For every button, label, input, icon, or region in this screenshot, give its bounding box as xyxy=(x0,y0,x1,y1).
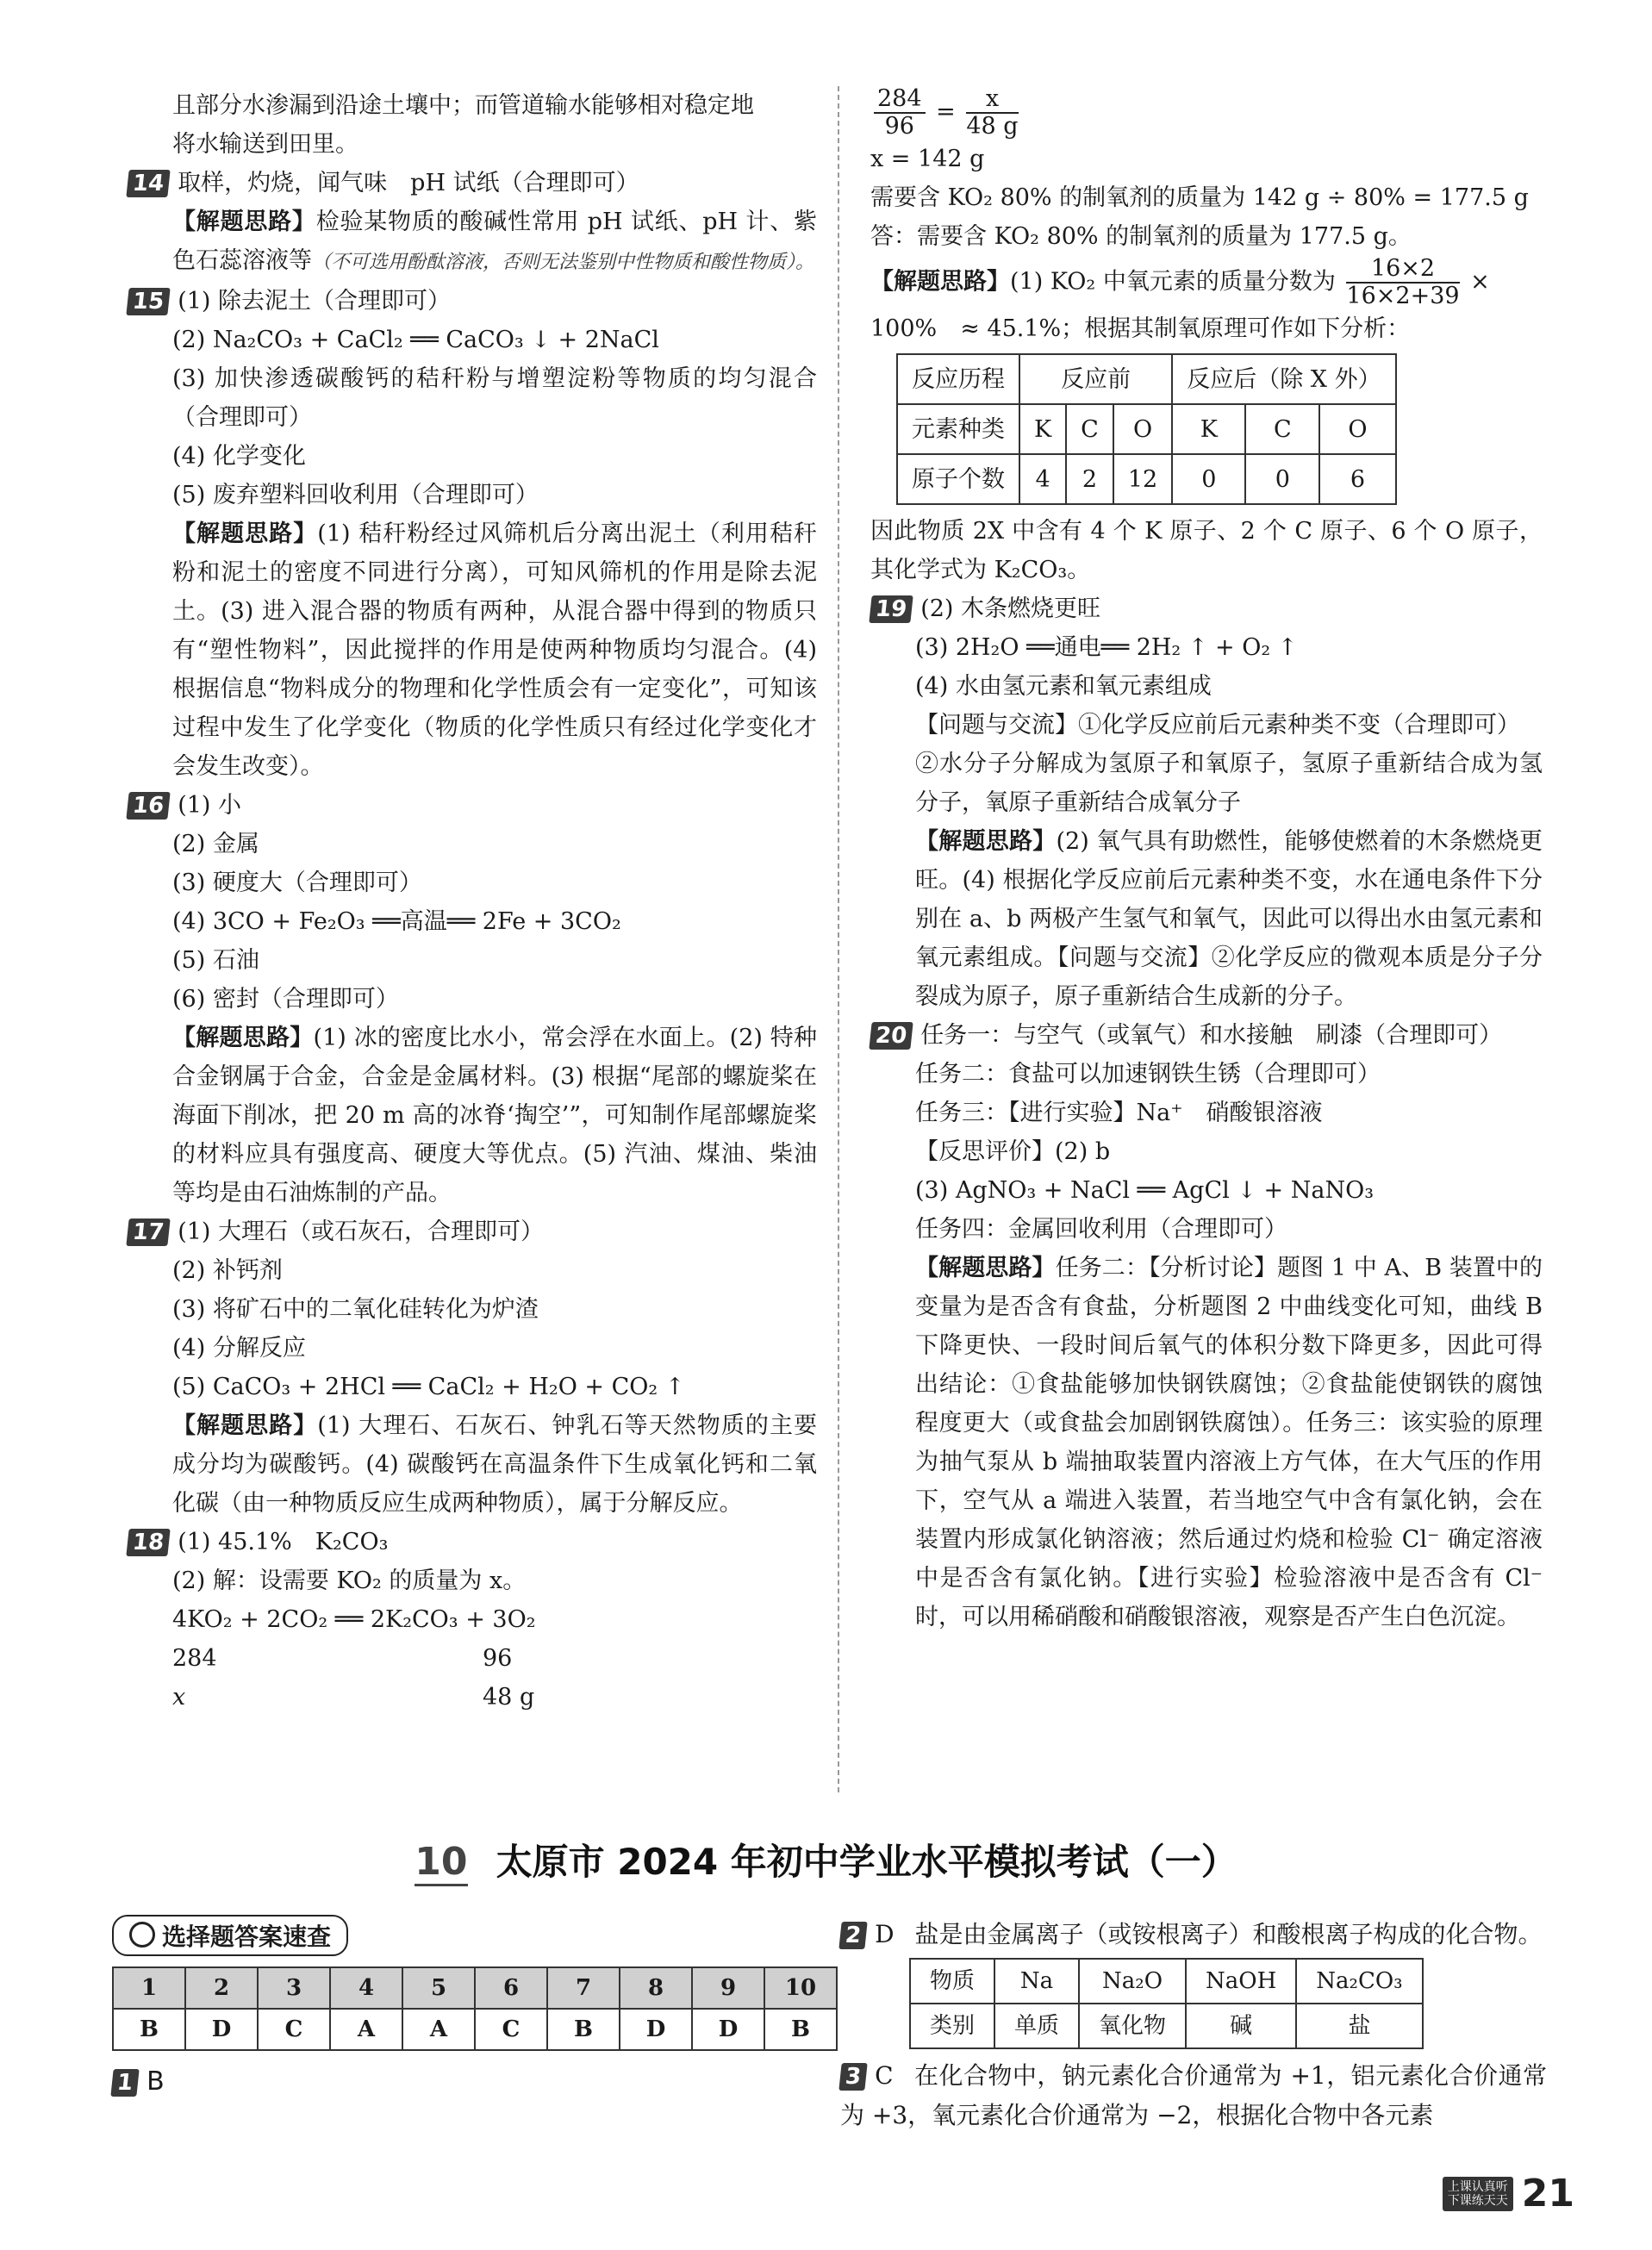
frac-num: 284 xyxy=(874,86,926,114)
answer-num: 2 xyxy=(185,1967,258,2009)
answer-item: 任务四：金属回收利用（合理即可） xyxy=(915,1216,1287,1243)
answer-key: B xyxy=(113,2009,185,2050)
answer-item: (1) 小 xyxy=(178,792,242,819)
section-number: 10 xyxy=(415,1840,467,1886)
question-16 xyxy=(128,786,817,1212)
calc-line: 需要含 KO₂ 80% 的制氧剂的质量为 142 g ÷ 80% = 177.5 g xyxy=(870,184,1529,211)
frac-num: x xyxy=(966,86,1018,114)
question-number: 14 xyxy=(126,170,171,197)
answer-num: 4 xyxy=(330,1967,402,2009)
frac-den: 96 xyxy=(884,113,914,140)
calc-value: x xyxy=(172,1684,186,1711)
table-cell: Na₂CO₃ xyxy=(1296,1959,1422,2004)
mass-frac-den: 16×2+39 xyxy=(1346,283,1460,309)
table-header: 反应历程 xyxy=(897,354,1019,404)
answer-item: (4) 分解反应 xyxy=(172,1335,306,1362)
answer-item: 任务一：与空气（或氧气）和水接触 刷漆（合理即可） xyxy=(920,1022,1503,1049)
answer-item: (3) AgNO₃ + NaCl ══ AgCl ↓ + NaNO₃ xyxy=(915,1177,1375,1204)
question-number: 20 xyxy=(869,1022,913,1050)
proportion: $\frac{284}{96}$ = $\frac{x}{48 g}$ xyxy=(870,86,1543,140)
answer-key: A xyxy=(330,2009,402,2050)
calc-line: x = 142 g xyxy=(870,146,985,172)
calc-line: 答：需要含 KO₂ 80% 的制氧剂的质量为 177.5 g。 xyxy=(870,223,1412,250)
table-cell: NaOH xyxy=(1186,1959,1296,2004)
answer-item: (2) 木条燃烧更旺 xyxy=(920,595,1101,622)
table-cell: 0 xyxy=(1172,454,1245,504)
answer-item: (5) 废弃塑料回收利用（合理即可） xyxy=(172,482,539,508)
answer-item: (4) 水由氢元素和氧元素组成 xyxy=(915,673,1212,700)
table-cell: 0 xyxy=(1245,454,1319,504)
think-text: 检验某物质的酸碱性常用 pH 试纸、pH 计、紫色石蕊溶液等 xyxy=(172,209,818,274)
think-text: (1) 大理石、石灰石、钟乳石等天然物质的主要成分均为碳酸钙。(4) 碳酸钙在高温条件下生成氧化钙和二氧化碳（由一种物质反应生成两种物质），属于分解反应。 xyxy=(172,1412,817,1517)
table-cell: 元素种类 xyxy=(897,404,1019,454)
think-text: 100% ≈ 45.1%；根据其制氧原理可作如下分析： xyxy=(870,315,1411,342)
think-label: 【解题思路】 xyxy=(172,209,316,235)
answer-item: (5) CaCO₃ + 2HCl ══ CaCl₂ + H₂O + CO₂ ↑ xyxy=(172,1374,685,1400)
table-cell: 6 xyxy=(1319,454,1395,504)
page-number: 21 xyxy=(1521,2172,1574,2216)
intro-line-2: 将水输送到田里。 xyxy=(172,131,358,158)
mass-frac-num: 16×2 xyxy=(1346,256,1459,284)
table-header: 反应后（除 X 外） xyxy=(1172,354,1395,404)
answer-item: ②水分子分解成为氢原子和氧原子，氢原子重新结合成为氢分子，氧原子重新结合成氧分子 xyxy=(915,751,1543,816)
table-cell: 碱 xyxy=(1186,2004,1296,2048)
answer-text: 在化合物中，钠元素化合价通常为 +1，铝元素化合价通常为 +3，氧元素化合价通常为 −2，根据化合物中各元素 xyxy=(840,2061,1547,2129)
answer-key: D xyxy=(875,1920,895,1948)
answer-key-table xyxy=(112,1966,838,2051)
question-1 xyxy=(112,2066,165,2097)
answer-item: (3) 硬度大（合理即可） xyxy=(172,869,422,896)
table-cell: O xyxy=(1113,404,1172,454)
answer-num: 7 xyxy=(547,1967,620,2009)
answer-key: C xyxy=(875,2061,894,2090)
left-column xyxy=(128,86,817,1717)
calc-value: 96 xyxy=(483,1645,513,1672)
question-number: 3 xyxy=(838,2063,867,2091)
table-cell: 2 xyxy=(1066,454,1113,504)
answer-item: (3) 2H₂O ══通电══ 2H₂ ↑ + O₂ ↑ xyxy=(915,634,1298,661)
answer-item: (4) 化学变化 xyxy=(172,443,306,470)
table-cell: 类别 xyxy=(910,2004,994,2048)
think-label: 【解题思路】 xyxy=(172,1412,318,1439)
reaction-table xyxy=(896,353,1397,505)
answer-item: (2) 解：设需要 KO₂ 的质量为 x。 xyxy=(172,1568,527,1594)
question-20 xyxy=(870,1016,1543,1636)
think-label: 【解题思路】 xyxy=(915,1255,1056,1281)
question-number: 17 xyxy=(126,1218,171,1246)
answer-item: 【反思评价】(2) b xyxy=(915,1138,1111,1165)
think-label: 【解题思路】 xyxy=(915,828,1057,855)
answer-item: (2) 金属 xyxy=(172,831,259,857)
answer-item: (1) 45.1% K₂CO₃ xyxy=(178,1529,389,1555)
equation: 4KO₂ + 2CO₂ ══ 2K₂CO₃ + 3O₂ xyxy=(172,1606,536,1633)
table-header: 反应前 xyxy=(1019,354,1172,404)
answer-item: (5) 石油 xyxy=(172,947,259,974)
table-cell: Na xyxy=(994,1959,1079,2004)
frac-den: 48 g xyxy=(966,113,1019,140)
table-cell: C xyxy=(1066,404,1113,454)
question-number: 15 xyxy=(126,288,171,315)
table-cell: 原子个数 xyxy=(897,454,1019,504)
answer-key: B xyxy=(146,2066,165,2097)
table-cell: K xyxy=(1172,404,1245,454)
right-column: $\frac{284}{96}$ = $\frac{x}{48 g}$ x = 142 g 需要含 KO₂ 80% 的制氧剂的质量为 142 g ÷ 80% = 177.5 g 答：需要含 KO₂ 80% 的制氧剂的质量为 177.5 g。 【解题思路】(1) KO₂ 中氧元素的质量分数为 $\frac{16\times 2}{16\times 2+39}$ × 100% ≈ 45.1%；根据其制氧原理可作如下分析： 反应历程 反应前 反应后（除 X 外） 元素种类 K C O K C O 原子个数 4 2 12 0 0 6 因此物质 2X 中含有 4 个 K 原子、2 个 C 原子、6 个 O 原子，其化学式为 K₂CO₃。 19 (2) 木条燃烧更旺 (3) 2H₂O ══通电══ 2H₂ ↑ + O₂ ↑ (4) 水由氢元素和氧元素组成 【问题与交流】①化学反应前后元素种类不变（合理即可） ②水分子分解成为氢原子和氧原子，氢原子重新结合成为氢分子，氧原子重新结合成氧分子 【解题思路】(2) 氧气具有助燃性，能够使燃着的木条燃烧更旺。(4) 根据化学反应前后元素种类不变，水在通电条件下分别在 a、b 两极产生氢气和氧气，因此可以得出水由氢元素和氧元素组成。【问题与交流】②化学反应的微观本质是分子分裂成为原子，原子重新结合生成新的分子。 20 任务一：与空气（或氧气）和水接触 刷漆（合理即可） 任务二：食盐可以加速钢铁生锈（合理即可） 任务三：【进行实验】Na⁺ 硝酸银溶液 【反思评价】(2) b (3) AgNO₃ + NaCl ══ AgCl ↓ + NaNO₃ 任务四：金属回收利用（合理即可） 【解题思路】任务二：【分析讨论】题图 1 中 A、B 装置中的变量为是否含有食盐，分析题图 2 中曲线变化可知，曲线 B 下降更快、一段时间后氧气的体积分数下降更多，因此可得出结论：①食盐能够加快钢铁腐蚀；②食盐能使钢铁的腐蚀程度更大（或食盐会加剧钢铁腐蚀）。任务三：该实验的原理为抽气泵从 b 端抽取装置内溶液上方气体，在大气压的作用下，空气从 a 端进入装置，若当地空气中含有氯化钠，会在装置内形成氯化钠溶液；然后通过灼烧和检验 Cl⁻ 确定溶液中是否含有氯化钠。【进行实验】检验溶液中是否含有 Cl⁻ 时，可以用稀硝酸和硝酸银溶液，观察是否产生白色沉淀。 xyxy=(870,86,1543,1636)
answer-key: A xyxy=(402,2009,475,2050)
section-title xyxy=(0,1834,1652,1885)
table-cell: 盐 xyxy=(1296,2004,1422,2048)
answer-item: 任务三：【进行实验】Na⁺ 硝酸银溶液 xyxy=(915,1100,1323,1126)
table-cell: 氧化物 xyxy=(1079,2004,1186,2048)
answer-key: D xyxy=(620,2009,692,2050)
column-divider xyxy=(838,86,839,1792)
think-text: (1) 秸秆粉经过风筛机后分离出泥土（利用秸秆粉和泥土的密度不同进行分离），可知风筛机的作用是除去泥土。(3) 进入混合器的物质有两种，从混合器中得到的物质只有“塑性物料”，因此搅拌的作用是使两种物质均匀混合。(4) 根据信息“物料成分的物理和化学性质会有一定变化”，可知该过程中发生了化学变化（物质的化学性质只有经过化学变化才会发生改变）。 xyxy=(172,520,817,780)
target-icon xyxy=(129,1922,155,1948)
table-cell: K xyxy=(1019,404,1066,454)
answer-item: (4) 3CO + Fe₂O₃ ══高温══ 2Fe + 3CO₂ xyxy=(172,908,621,935)
answer-key: B xyxy=(764,2009,837,2050)
table-cell: Na₂O xyxy=(1079,1959,1186,2004)
answer-item: (1) 大理石（或石灰石，合理即可） xyxy=(178,1218,545,1245)
think-text: 任务二：【分析讨论】题图 1 中 A、B 装置中的变量为是否含有食盐，分析题图 2 中曲线变化可知，曲线 B 下降更快、一段时间后氧气的体积分数下降更多，因此可得出结论：①食盐能够加快钢铁腐蚀；②食盐能使钢铁的腐蚀程度更大（或食盐会加剧钢铁腐蚀）。任务三：该实验的原理为抽气泵从 b 端抽取装置内溶液上方气体，在大气压的作用下，空气从 a 端进入装置，若当地空气中含有氯化钠，会在装置内形成氯化钠溶液；然后通过灼烧和检验 Cl⁻ 确定溶液中是否含有氯化钠。【进行实验】检验溶液中是否含有 Cl⁻ 时，可以用稀硝酸和硝酸银溶液，观察是否产生白色沉淀。 xyxy=(915,1255,1543,1630)
question-number: 16 xyxy=(126,792,171,820)
answer-num: 10 xyxy=(764,1967,837,2009)
intro-line-1: 且部分水渗漏到沿途土壤中；而管道输水能够相对稳定地 xyxy=(172,92,754,119)
question-18 xyxy=(128,1523,817,1717)
page-footer xyxy=(1443,2172,1574,2216)
think-label: 【解题思路】 xyxy=(870,268,1010,296)
answer-key: D xyxy=(692,2009,764,2050)
think-label: 【解题思路】 xyxy=(172,1025,314,1051)
table-cell: O xyxy=(1319,404,1395,454)
answer-item: 任务二：食盐可以加速钢铁生锈（合理即可） xyxy=(915,1061,1381,1088)
question-number: 18 xyxy=(126,1529,171,1556)
table-cell: 4 xyxy=(1019,454,1066,504)
answer-num: 8 xyxy=(620,1967,692,2009)
answer-item: (1) 除去泥土（合理即可） xyxy=(178,288,452,315)
answer-key: B xyxy=(547,2009,620,2050)
table-cell: C xyxy=(1245,404,1319,454)
answer-quickcheck-label: 选择题答案速查 xyxy=(112,1915,348,1956)
classification-table xyxy=(909,1958,1424,2049)
think-text: (1) KO₂ 中氧元素的质量分数为 xyxy=(1010,268,1336,296)
question-number: 2 xyxy=(838,1922,867,1949)
answer-item: (6) 密封（合理即可） xyxy=(172,986,399,1013)
question-19 xyxy=(870,589,1543,1016)
section-title-text: 太原市 2024 年初中学业水平模拟考试（一） xyxy=(496,1841,1237,1883)
calc-value: 48 g xyxy=(483,1684,535,1711)
table-cell: 单质 xyxy=(994,2004,1079,2048)
question-17 xyxy=(128,1212,817,1523)
answer-text: 取样，灼烧，闻气味 pH 试纸（合理即可） xyxy=(178,170,639,196)
question-number: 19 xyxy=(869,595,913,623)
think-note: （不可选用酚酞溶液，否则无法鉴别中性物质和酸性物质）。 xyxy=(312,252,815,273)
answer-item: 【问题与交流】①化学反应前后元素种类不变（合理即可） xyxy=(915,712,1520,739)
answer-text: 盐是由金属离子（或铵根离子）和酸根离子构成的化合物。 xyxy=(914,1920,1543,1948)
think-text: (2) 氧气具有助燃性，能够使燃着的木条燃烧更旺。(4) 根据化学反应前后元素种类不变，水在通电条件下分别在 a、b 两极产生氢气和氧气，因此可以得出水由氢元素和氧元素组成。【问题与交流】②化学反应的微观本质是分子分裂成为原子，原子重新结合生成新的分子。 xyxy=(915,828,1543,1010)
answer-num: 3 xyxy=(258,1967,330,2009)
calc-value: 284 xyxy=(172,1645,217,1672)
answer-key: C xyxy=(258,2009,330,2050)
conclusion: 因此物质 2X 中含有 4 个 K 原子、2 个 C 原子、6 个 O 原子，其化学式为 K₂CO₃。 xyxy=(870,518,1543,583)
table-cell: 12 xyxy=(1113,454,1172,504)
question-14 xyxy=(128,164,817,282)
bottom-right-answers xyxy=(840,1915,1547,2135)
think-text: (1) 冰的密度比水小，常会浮在水面上。(2) 特种合金钢属于合金，合金是金属材料。(3) 根据“尾部的螺旋桨在海面下削冰，把 20 m 高的冰脊‘掏空’”，可知制作尾部螺旋桨的材料应具有强度高、硬度大等优点。(5) 汽油、煤油、柴油等均是由石油炼制的产品。 xyxy=(172,1025,818,1206)
think-label: 【解题思路】 xyxy=(172,520,318,547)
answer-key: D xyxy=(185,2009,258,2050)
answer-num: 9 xyxy=(692,1967,764,2009)
question-number: 1 xyxy=(110,2069,139,2097)
answer-item: (3) 加快渗透碳酸钙的秸秆粉与增塑淀粉等物质的均匀混合（合理即可） xyxy=(172,365,817,431)
question-15 xyxy=(128,282,817,786)
answer-item: (2) Na₂CO₃ + CaCl₂ ══ CaCO₃ ↓ + 2NaCl xyxy=(172,327,659,353)
answer-num: 6 xyxy=(475,1967,547,2009)
answer-item: (3) 将矿石中的二氧化硅转化为炉渣 xyxy=(172,1296,539,1323)
answer-num: 1 xyxy=(113,1967,185,2009)
footer-badge: 上课认真听 下课练天天 xyxy=(1443,2177,1513,2211)
answer-key: C xyxy=(475,2009,547,2050)
answer-num: 5 xyxy=(402,1967,475,2009)
table-cell: 物质 xyxy=(910,1959,994,2004)
answer-item: (2) 补钙剂 xyxy=(172,1257,283,1284)
